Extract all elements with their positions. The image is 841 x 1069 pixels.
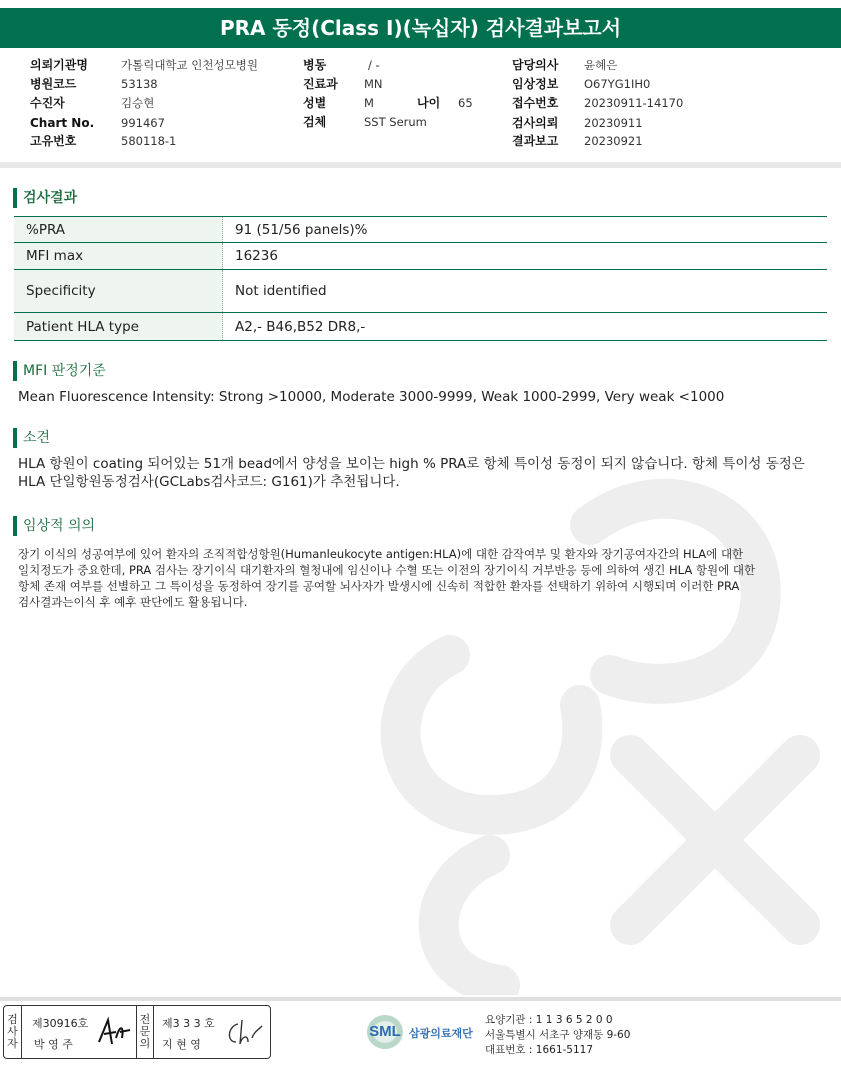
label-specimen: 검체 bbox=[303, 115, 327, 129]
org-phone: 대표번호 : 1661-5117 bbox=[485, 1044, 594, 1056]
sml-logo bbox=[365, 1013, 405, 1051]
inspector-license: 제30916호 bbox=[32, 1017, 89, 1030]
org-name: 삼광의료재단 bbox=[409, 1027, 473, 1040]
value-age: 65 bbox=[458, 96, 473, 110]
clinical-line-2: 일치정도가 중요한데, PRA 검사는 장기이식 대기환자의 혈청내에 임신이나 수혈 또는 이전의 장기이식 거부반응 등에 의하여 생긴 HLA 항원에 대한 bbox=[18, 563, 756, 577]
clinical-heading: 임상적 의의 bbox=[13, 516, 95, 536]
results-table bbox=[14, 216, 827, 341]
top-line bbox=[0, 0, 841, 3]
specialist-label: 전문의 bbox=[136, 1006, 154, 1058]
label-receipt-no: 접수번호 bbox=[512, 96, 559, 110]
table-row bbox=[14, 313, 827, 341]
table-row bbox=[14, 270, 827, 313]
label-request-date: 검사의뢰 bbox=[512, 116, 559, 130]
value-specimen: SST Serum bbox=[364, 115, 427, 129]
value-ward: / - bbox=[368, 58, 380, 72]
signature-box bbox=[3, 1005, 271, 1059]
findings-line-2: HLA 단일항원동정검사(GCLabs검사코드: G161)가 추천됩니다. bbox=[18, 474, 400, 490]
mfi-criteria-text: Mean Fluorescence Intensity: Strong >10000, Moderate 3000-9999, Weak 1000-2999, Very weak <1000 bbox=[18, 389, 725, 405]
findings-heading: 소견 bbox=[13, 428, 50, 448]
label-institution: 의뢰기관명 bbox=[30, 58, 88, 72]
label-ward: 병동 bbox=[303, 58, 327, 72]
value-unique-no: 580118-1 bbox=[121, 134, 177, 148]
value-report-date: 20230921 bbox=[584, 134, 643, 148]
report-title: PRA 동정(Class I)(녹십자) 검사결과보고서 bbox=[0, 8, 841, 48]
sml-logo-text: SML bbox=[369, 1023, 401, 1040]
result-value: 91 (51/56 panels)% bbox=[223, 217, 828, 243]
value-chart-no: 991467 bbox=[121, 116, 165, 130]
table-row bbox=[14, 243, 827, 270]
label-chart-no: Chart No. bbox=[30, 116, 95, 130]
mfi-heading: MFI 판정기준 bbox=[13, 361, 106, 381]
footer-separator bbox=[0, 997, 841, 1001]
label-patient: 수진자 bbox=[30, 96, 65, 110]
label-sex: 성별 bbox=[303, 96, 327, 110]
value-institution: 가톨릭대학교 인천성모병원 bbox=[121, 58, 258, 72]
org-code: 요양기관 : 1 1 3 6 5 2 0 0 bbox=[485, 1014, 613, 1026]
org-address: 서울특별시 서초구 양재동 9-60 bbox=[485, 1029, 631, 1041]
specialist-name: 지 현 영 bbox=[162, 1038, 201, 1051]
inspector-signature bbox=[96, 1016, 132, 1048]
watermark-logo bbox=[330, 455, 841, 995]
clinical-line-3: 항체 존재 여부를 선별하고 그 특이성을 동정하여 장기를 공여할 뇌사자가 발생시에 신속히 적합한 환자를 선택하기 위하여 시행되며 이러한 PRA bbox=[18, 579, 740, 593]
table-row bbox=[14, 217, 827, 243]
result-value: A2,- B46,B52 DR8,- bbox=[223, 313, 828, 341]
findings-line-1: HLA 항원이 coating 되어있는 51개 bead에서 양성을 보이는 high % PRA로 항체 특이성 동정이 되지 않습니다. 항체 특이성 동정은 bbox=[18, 456, 805, 472]
value-request-date: 20230911 bbox=[584, 116, 643, 130]
value-patient: 김승현 bbox=[121, 96, 155, 110]
label-report-date: 결과보고 bbox=[512, 134, 559, 148]
label-clinical-info: 임상정보 bbox=[512, 77, 559, 91]
clinical-line-1: 장기 이식의 성공여부에 있어 환자의 조직적합성항원(Humanleukocyte antigen:HLA)에 대한 감작여부 및 환자와 장기공여자간의 HLA에 대한 bbox=[18, 547, 744, 561]
header-separator bbox=[0, 162, 841, 168]
value-doctor: 윤혜은 bbox=[584, 58, 618, 72]
clinical-line-4: 검사결과는이식 후 예후 판단에도 활용됩니다. bbox=[18, 595, 248, 609]
result-key: MFI max bbox=[14, 243, 223, 270]
value-department: MN bbox=[364, 77, 383, 91]
value-receipt-no: 20230911-14170 bbox=[584, 96, 684, 110]
value-clinical-info: O67YG1IH0 bbox=[584, 77, 651, 91]
specialist-signature bbox=[224, 1018, 264, 1048]
result-value: Not identified bbox=[223, 270, 828, 313]
result-value: 16236 bbox=[223, 243, 828, 270]
result-key: Specificity bbox=[14, 270, 223, 313]
inspector-label: 검사자 bbox=[4, 1006, 22, 1058]
value-sex: M bbox=[364, 96, 374, 110]
label-department: 진료과 bbox=[303, 77, 338, 91]
results-heading: 검사결과 bbox=[13, 188, 77, 208]
label-unique-no: 고유번호 bbox=[30, 134, 77, 148]
label-hospital-code: 병원코드 bbox=[30, 77, 77, 91]
specialist-license: 제3 3 3 호 bbox=[162, 1017, 215, 1030]
result-key: Patient HLA type bbox=[14, 313, 223, 341]
result-key: %PRA bbox=[14, 217, 223, 243]
inspector-name: 박 영 주 bbox=[34, 1038, 73, 1051]
label-doctor: 담당의사 bbox=[512, 58, 559, 72]
label-age: 나이 bbox=[417, 96, 441, 110]
value-hospital-code: 53138 bbox=[121, 77, 158, 91]
